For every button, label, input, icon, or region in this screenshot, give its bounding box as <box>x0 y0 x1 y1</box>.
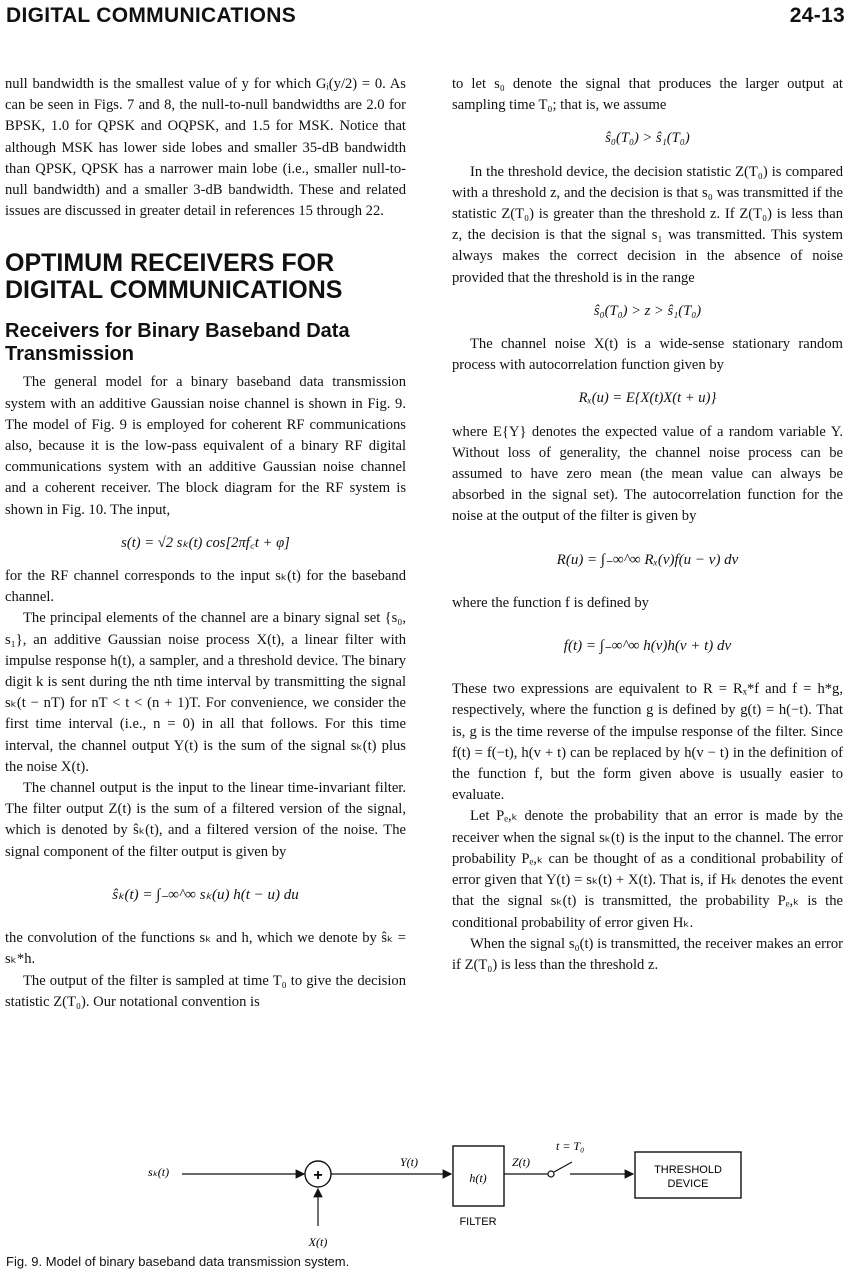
threshold-device-label: DEVICE <box>667 1178 709 1190</box>
paragraph: The channel output is the input to the linear time-invariant filter. The filter output Z(t) is the sum of a filtered version of the signal, which is denoted by ŝₖ(t), and a filtered version of the noise. The signal component of the filter output is given by <box>5 780 406 860</box>
right-column <box>452 74 843 976</box>
noise-label: X(t) <box>308 1235 328 1249</box>
equation: Rₓ(u) = E{X(t)X(t + u)} <box>578 390 717 407</box>
paragraph: In the threshold device, the decision statistic Z(T₀) is compared with a threshold z, and the decision is that s₀ was transmitted if the statistic Z(T₀) is greater than the threshold z. If Z(T₀) is less than z, the decision is that the signal s₁ was transmitted. This system always makes the correct decision in the absence of noise provided that the threshold is in the range <box>452 163 843 286</box>
running-header-title: DIGITAL COMMUNICATIONS <box>6 4 297 27</box>
paragraph: for the RF channel corresponds to the input sₖ(t) for the baseband channel. <box>5 568 406 606</box>
threshold-device-label: THRESHOLD <box>654 1164 722 1176</box>
figure-caption: Fig. 9. Model of binary baseband data transmission system. <box>6 1254 350 1269</box>
filter-caption: FILTER <box>459 1216 497 1228</box>
equation: ŝ₀(T₀) > ŝ₁(T₀) <box>605 130 690 147</box>
paragraph: where the function f is defined by <box>452 594 649 611</box>
paragraph: to let s₀ denote the signal that produces the larger output at sampling time T₀; that is, we assume <box>452 76 843 114</box>
paragraph: The output of the filter is sampled at time T₀ to give the decision statistic Z(T₀). Our notational convention is <box>5 972 406 1010</box>
filter-label: h(t) <box>469 1171 487 1185</box>
equation: R(u) = ∫₋∞^∞ Rₓ(v)f(u − v) dv <box>556 551 739 568</box>
paragraph: Let Pₑ,ₖ denote the probability that an error is made by the receiver when the signal sₖ(t) is the input to the channel. The error probability Pₑ,ₖ can be thought of as a conditional probability of error given that Y(t) = sₖ(t) + X(t). That is, if Hₖ denotes the event that the signal sₖ(t) is transmitted, the probability Pₑ,ₖ is the conditional probability of error given Hₖ. <box>452 808 843 931</box>
left-column <box>5 74 406 1013</box>
sampler-contact <box>548 1171 554 1177</box>
paragraph: where E{Y} denotes the expected value of a random variable Y. Without loss of generality, the channel noise process can be assumed to have zero mean (the mean value can always be absorbed in the signal set). The autocorrelation function for the noise at the output of the filter is given by <box>452 423 843 525</box>
filter-output-label: Z(t) <box>512 1155 530 1169</box>
equation: ŝ₀(T₀) > z > ŝ₁(T₀) <box>593 302 702 319</box>
adder-symbol: + <box>313 1167 323 1184</box>
section-heading: OPTIMUM RECEIVERS FOR DIGITAL COMMUNICATIONS <box>5 249 343 305</box>
paragraph: The channel noise X(t) is a wide-sense stationary random process with autocorrelation function given by <box>452 336 843 374</box>
paragraph: The principal elements of the channel are a binary signal set {s₀, s₁}, an additive Gaussian noise process X(t), a linear filter with impulse response h(t), a sampler, and a threshold device. The binary digit k is sent during the nth time interval by transmitting the signal sₖ(t − nT) for nT < t < (n + 1)T. For convenience, we consider the first time interval (i.e., n = 0) in all that follows. For this time interval, the channel output Y(t) is the sum of the signal sₖ(t) plus the noise X(t). <box>5 610 406 775</box>
equation: f(t) = ∫₋∞^∞ h(v)h(v + t) dv <box>563 638 732 655</box>
channel-output-label: Y(t) <box>400 1155 418 1169</box>
subsection-heading: Receivers for Binary Baseband Data Transmission <box>5 320 350 366</box>
sampling-time-label: t = T₀ <box>556 1139 585 1153</box>
equation: ŝₖ(t) = ∫₋∞^∞ sₖ(u) h(t − u) du <box>112 886 299 903</box>
input-signal-label: sₖ(t) <box>148 1165 170 1179</box>
paragraph: When the signal s₀(t) is transmitted, the receiver makes an error if Z(T₀) is less than the threshold z. <box>452 935 843 973</box>
paragraph: the convolution of the functions sₖ and h, which we denote by ŝₖ = sₖ*h. <box>5 930 406 968</box>
paragraph: The general model for a binary baseband data transmission system with an additive Gaussian noise channel is shown in Fig. 9. The model of Fig. 9 is employed for coherent RF communications also, because it is the low-pass equivalent of a binary RF digital communications system with an additive Gaussian noise channel and a coherent receiver. The block diagram for the RF system is shown in Fig. 10. The input, <box>5 374 406 518</box>
equation: s(t) = √2 sₖ(t) cos[2πf꜀t + φ] <box>121 534 290 551</box>
paragraph: These two expressions are equivalent to R = Rₓ*f and f = h*g, respectively, where the function g is defined by g(t) = h(−t). That is, g is the time reverse of the impulse response of the filter. Since f(t) = f(−t), h(v + t) can be replaced by h(v − t) in the definition of the function f, but the form given above is usually easier to evaluate. <box>452 681 843 804</box>
paragraph: null bandwidth is the smallest value of y for which Gᵢ(y/2) = 0. As can be seen in Figs. 7 and 8, the null-to-null bandwidths are 2.0 for BPSK, 1.0 for QPSK and OQPSK, and 1.5 for MSK. Notice that although MSK has lower side lobes and smaller 35-dB bandwidth than QPSK, QPSK has a narrower main lobe (i.e., smaller null-to-null bandwidth) and a smaller 3-dB bandwidth. These and related issues are discussed in greater detail in references 15 through 22. <box>5 76 406 220</box>
block-diagram <box>0 1104 853 1254</box>
page-number: 24-13 <box>789 4 845 27</box>
sampler-switch <box>554 1162 572 1172</box>
